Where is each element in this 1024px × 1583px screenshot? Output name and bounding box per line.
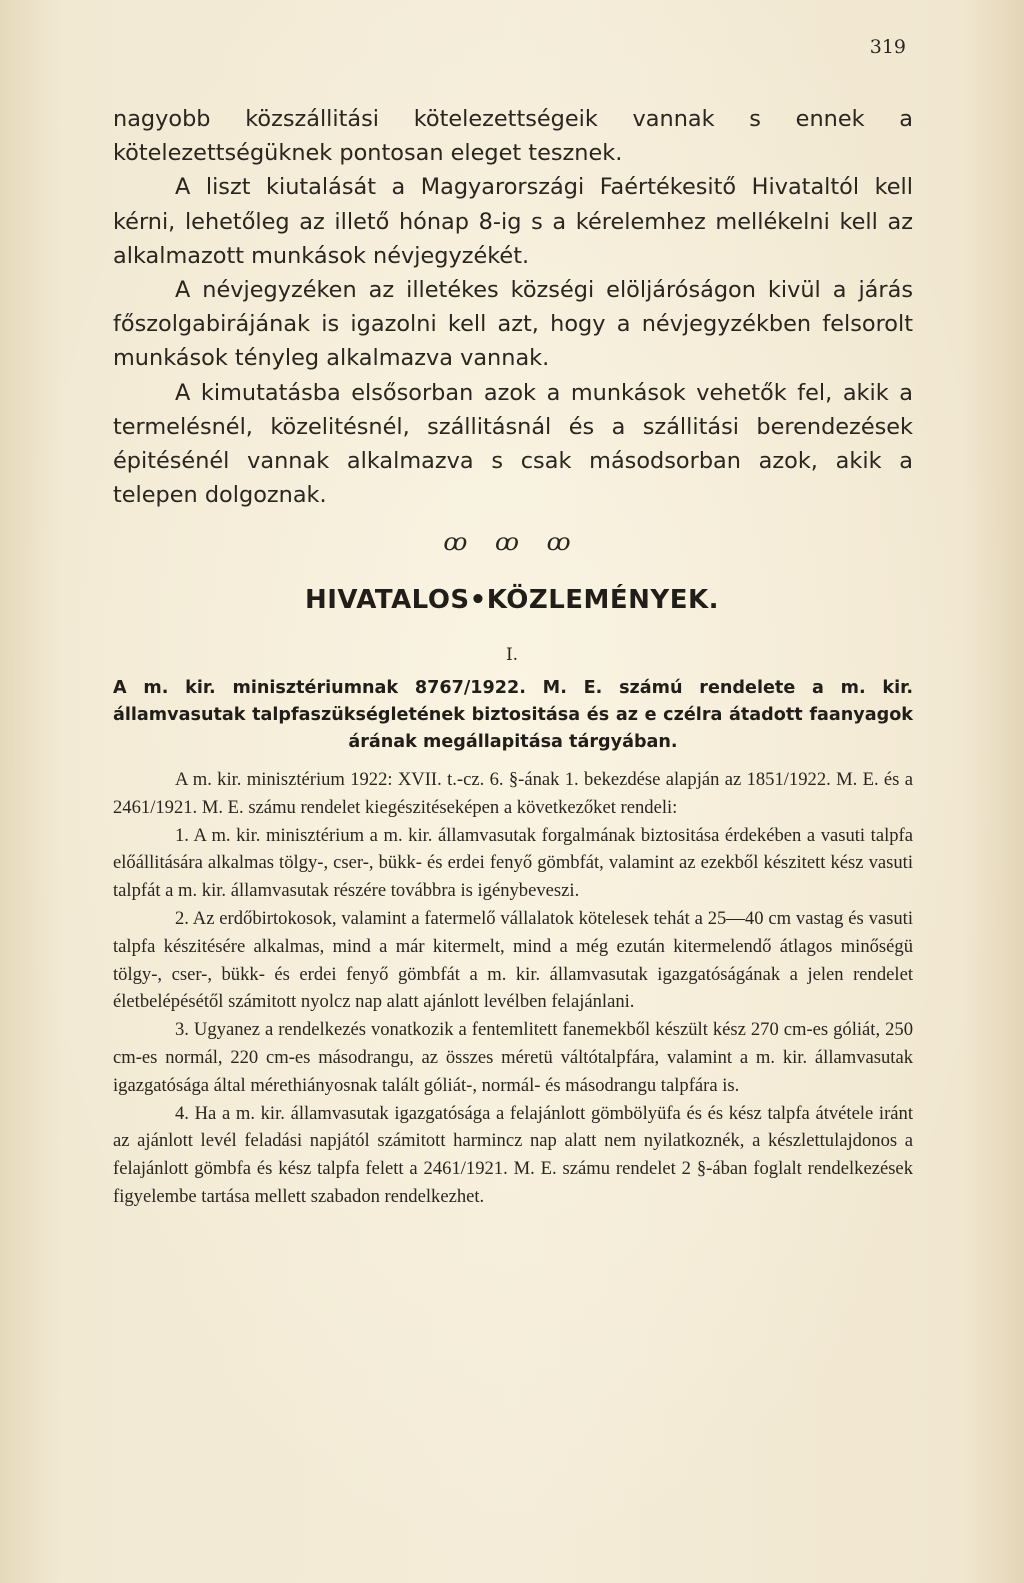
decree-heading: A m. kir. minisztériumnak 8767/1922. M. E. számú rendelete a m. kir. államvasutak talpfaszükségletének biztositása és az e czélra átadott faanyagok árának megállapitása tárgyában. bbox=[113, 678, 913, 752]
decree-paragraph-4: 4. Ha a m. kir. államvasutak igazgatósága a felajánlott gömbölyüfa és és kész talpfa átvétele iránt az ajánlott levél feladási napjától számitott harmincz nap alatt nem nyilatkoznék, a készlettulajdonos a felajánlott gömbfa és kész talpfa felett a 2461/1921. M. E. számu rendelet 2 §-ában foglalt rendelkezések figyelembe tartása mellett szabadon rendelkezhet. bbox=[113, 1102, 913, 1207]
lead-paragraph-2: A liszt kiutalását a Magyarországi Faértékesitő Hivataltól kell kérni, lehetőleg az illető hónap 8-ig s a kérelemhez mellékelni kell az alkalmazott munkások névjegyzékét. bbox=[113, 174, 913, 269]
decree-paragraph-3: 3. Ugyanez a rendelkezés vonatkozik a fentemlitett fanemekből készült kész 270 cm-es góliát, 250 cm-es normál, 220 cm-es másodrangu, az összes méretü váltótalpfára, valamint a m. kir. államvasutak igazgatósága által mérethiányosnak talált góliát-, normál- és másodrangu talpfára is. bbox=[113, 1019, 913, 1096]
lead-paragraph-1: nagyobb közszállitási kötelezettségeik vannak s ennek a kötelezettségüknek pontosan eleget tesznek. bbox=[113, 106, 913, 167]
lead-text bbox=[113, 102, 913, 512]
section-number: I. bbox=[505, 645, 519, 665]
section-title: HIVATALOS•KÖZLEMÉNYEK. bbox=[304, 585, 720, 615]
page-number: 319 bbox=[869, 36, 906, 58]
decree-paragraph-2: 2. Az erdőbirtokosok, valamint a fatermelő vállalatok kötelesek tehát a 25—40 cm vastag és vasuti talpfa készitésére alkalmas, mind a már kitermelt, mind a még ezután kitermelendő átlagos minőségü tölgy-, cser-, bükk- és erdei fenyő gömbfát a m. kir. államvasutak igazgatóságának a jelen rendelet életbelépésétől számitott nyolcz nap alatt ajánlott levélben felajánlani. bbox=[113, 907, 913, 1013]
lead-paragraph-3: A névjegyzéken az illetékes községi elöljáróságon kivül a járás főszolgabirájának is igazolni kell azt, hogy a névjegyzékben felsorolt munkások tényleg alkalmazva vannak. bbox=[113, 277, 913, 372]
lead-paragraph-4: A kimutatásba elsősorban azok a munkások vehetők fel, akik a termelésnél, közelitésnél, szállitásnál és a szállitási berendezések épitésénél vannak alkalmazva s csak másodsorban azok, akik a telepen dolgoznak. bbox=[113, 379, 913, 509]
section-ornament: ꝏ ꝏ ꝏ bbox=[443, 528, 581, 556]
decree-body bbox=[113, 766, 913, 1211]
decree-paragraph-1: 1. A m. kir. minisztérium a m. kir. államvasutak forgalmának biztositása érdekében a vasuti talpfa előállitására alkalmas tölgy-, cser-, bükk- és erdei fenyő gömbfát, valamint az ezekből készitett kész vasuti talpfát a m. kir. államvasutak részére továbbra is igénybeveszi. bbox=[113, 824, 913, 902]
decree-paragraph-intro: A m. kir. minisztérium 1922: XVII. t.-cz. 6. §-ának 1. bekezdése alapján az 1851/1922. M. E. és a 2461/1921. M. E. számu rendelet kiegészitéseképen a következőket rendeli: bbox=[113, 769, 913, 818]
